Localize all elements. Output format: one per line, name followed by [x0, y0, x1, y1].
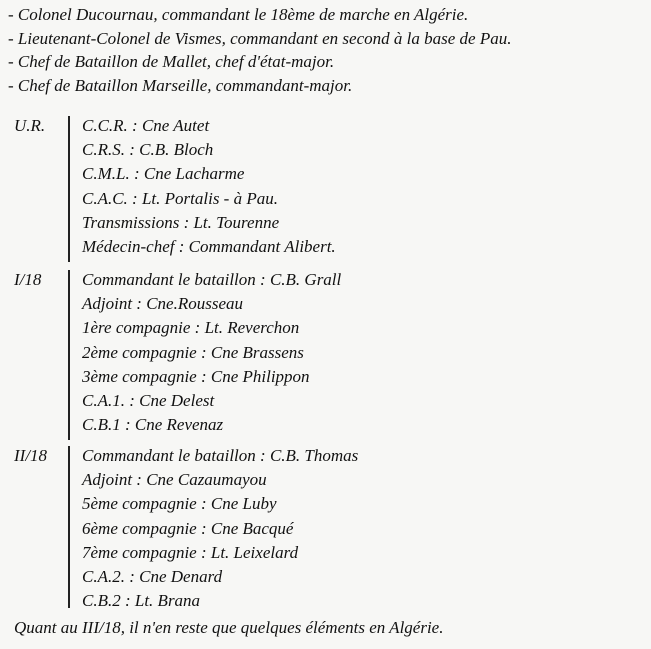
unit-items — [82, 444, 358, 613]
unit-item: C.R.S. : C.B. Bloch — [82, 140, 214, 160]
unit-item: 1ère compagnie : Lt. Reverchon — [82, 318, 300, 338]
unit-item: 6ème compagnie : Cne Bacqué — [82, 518, 294, 538]
officer-line: - Lieutenant-Colonel de Vismes, commandant en second à la base de Pau. — [8, 28, 512, 48]
officer-list — [8, 3, 648, 97]
unit-item: Médecin-chef : Commandant Alibert. — [82, 237, 336, 257]
officer-line: - Colonel Ducournau, commandant le 18ème de marche en Algérie. — [8, 5, 469, 24]
brace-bar — [68, 446, 70, 608]
unit-item: C.A.2. : Cne Denard — [82, 567, 223, 587]
unit-item: 7ème compagnie : Lt. Leixelard — [82, 542, 299, 562]
unit-label: U.R. — [14, 116, 46, 135]
unit-item: C.A.C. : Lt. Portalis - à Pau. — [82, 188, 278, 208]
unit-label: II/18 — [14, 446, 48, 465]
unit-item: Commandant le bataillon : C.B. Thomas — [82, 446, 359, 465]
unit-item: C.M.L. : Cne Lacharme — [82, 164, 245, 184]
unit-items — [82, 114, 336, 259]
unit-items — [82, 268, 341, 437]
brace-bar — [68, 116, 70, 262]
unit-item: Transmissions : Lt. Tourenne — [82, 212, 280, 232]
unit-label: I/18 — [14, 270, 42, 289]
brace-bar — [68, 270, 70, 440]
unit-item: Adjoint : Cne.Rousseau — [82, 294, 244, 314]
officer-line: - Chef de Bataillon Marseille, commandant-major. — [8, 75, 353, 95]
unit-item: C.B.1 : Cne Revenaz — [82, 415, 224, 435]
unit-item: Commandant le bataillon : C.B. Grall — [82, 270, 342, 289]
unit-item: 5ème compagnie : Cne Luby — [82, 494, 277, 514]
unit-item: 2ème compagnie : Cne Brassens — [82, 342, 304, 362]
officer-line: - Chef de Bataillon de Mallet, chef d'état-major. — [8, 52, 335, 71]
unit-item: C.C.R. : Cne Autet — [82, 116, 210, 135]
unit-item: C.A.1. : Cne Delest — [82, 391, 215, 411]
unit-item: Adjoint : Cne Cazaumayou — [82, 470, 267, 490]
unit-item: 3ème compagnie : Cne Philippon — [82, 366, 310, 386]
closing-sentence: Quant au III/18, il n'en reste que quelques éléments en Algérie. — [14, 618, 444, 637]
unit-item: C.B.2 : Lt. Brana — [82, 591, 201, 611]
